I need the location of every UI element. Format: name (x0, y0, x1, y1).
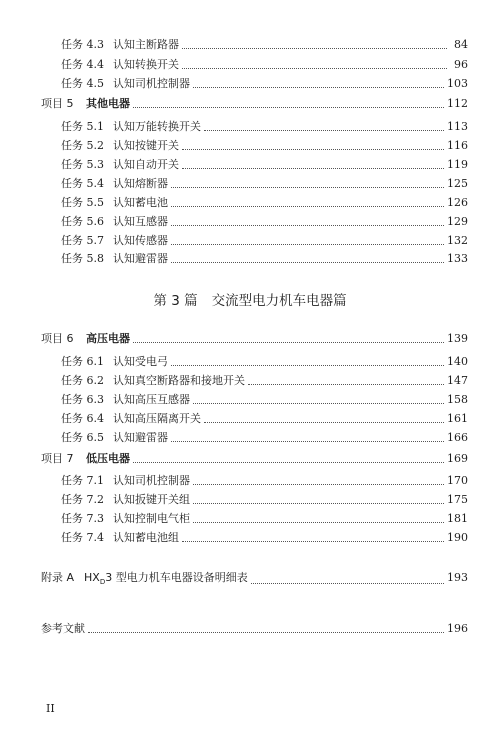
entry-number: 任务 6.1 (61, 355, 104, 368)
entry-number: 任务 5.1 (61, 120, 104, 133)
entry-number: 任务 5.5 (61, 196, 104, 209)
toc-entry-5-8[interactable] (0, 252, 500, 266)
toc-entry-appendix-a[interactable] (0, 571, 500, 589)
entry-number: 项目 6 (41, 332, 74, 345)
entry-number: 任务 7.3 (61, 512, 104, 525)
entry-page: 129 (447, 215, 468, 228)
toc-entry-references[interactable] (0, 622, 500, 636)
entry-title: 认知避雷器 (113, 252, 168, 265)
entry-page: 133 (447, 252, 468, 265)
dot-leader (171, 365, 444, 366)
dot-leader (182, 168, 444, 169)
toc-entry-project-7[interactable] (0, 452, 500, 466)
toc-entry-6-2[interactable] (0, 374, 500, 388)
page-folio: II (46, 702, 55, 715)
entry-page: 166 (447, 431, 468, 444)
entry-page: 119 (447, 158, 468, 171)
entry-number: 任务 5.3 (61, 158, 104, 171)
entry-page: 126 (447, 196, 468, 209)
entry-page: 132 (447, 234, 468, 247)
toc-entry-5-6[interactable] (0, 215, 500, 229)
entry-title: 认知避雷器 (113, 431, 168, 444)
entry-title: 认知万能转换开关 (113, 120, 201, 133)
entry-page: 170 (447, 474, 468, 487)
entry-title: 认知蓄电池 (113, 196, 168, 209)
toc-entry-project-6[interactable] (0, 332, 500, 346)
toc-entry-6-4[interactable] (0, 412, 500, 426)
entry-title: 认知传感器 (113, 234, 168, 247)
dot-leader (133, 462, 444, 463)
dot-leader (193, 403, 444, 404)
toc-entry-project-5[interactable] (0, 97, 500, 111)
entry-number: 任务 6.4 (61, 412, 104, 425)
entry-page: 84 (454, 38, 468, 51)
entry-title: 低压电器 (86, 452, 130, 465)
dot-leader (182, 541, 444, 542)
dot-leader (251, 583, 444, 584)
toc-entry-6-3[interactable] (0, 393, 500, 407)
entry-number: 任务 6.5 (61, 431, 104, 444)
dot-leader (204, 130, 444, 131)
entry-title (84, 571, 248, 589)
toc-entry-4-3[interactable] (0, 38, 500, 52)
entry-title: 认知受电弓 (113, 355, 168, 368)
entry-page: 116 (447, 139, 468, 152)
dot-leader (171, 244, 444, 245)
entry-title: 认知主断路器 (113, 38, 179, 51)
toc-entry-5-5[interactable] (0, 196, 500, 210)
entry-page: 193 (447, 571, 468, 584)
entry-number: 任务 5.8 (61, 252, 104, 265)
entry-number: 任务 6.2 (61, 374, 104, 387)
entry-title: 认知高压互感器 (113, 393, 190, 406)
toc-entry-6-1[interactable] (0, 355, 500, 369)
entry-title: 认知熔断器 (113, 177, 168, 190)
entry-number: 任务 5.2 (61, 139, 104, 152)
part-heading (0, 289, 500, 309)
entry-page: 96 (454, 58, 468, 71)
entry-page: 196 (447, 622, 468, 635)
entry-title: 认知转换开关 (113, 58, 179, 71)
entry-number: 任务 5.4 (61, 177, 104, 190)
entry-title: 参考文献 (41, 622, 85, 635)
appendix-title-subscript: D (99, 578, 106, 587)
entry-title: 认知司机控制器 (113, 474, 190, 487)
entry-page: 175 (447, 493, 468, 506)
dot-leader (171, 225, 444, 226)
entry-number: 附录 A (41, 571, 75, 584)
entry-number: 任务 4.5 (61, 77, 104, 90)
dot-leader (133, 342, 444, 343)
dot-leader (248, 384, 444, 385)
entry-title: 其他电器 (86, 97, 130, 110)
entry-page: 161 (447, 412, 468, 425)
entry-title: 认知蓄电池组 (113, 531, 179, 544)
dot-leader (182, 149, 444, 150)
entry-number: 任务 6.3 (61, 393, 104, 406)
entry-title: 认知自动开关 (113, 158, 179, 171)
entry-number: 任务 4.3 (61, 38, 104, 51)
entry-number: 任务 7.2 (61, 493, 104, 506)
toc-entry-5-3[interactable] (0, 158, 500, 172)
entry-title: 认知互感器 (113, 215, 168, 228)
dot-leader (193, 484, 444, 485)
dot-leader (171, 262, 444, 263)
dot-leader (182, 68, 447, 69)
entry-number: 任务 7.1 (61, 474, 104, 487)
toc-entry-5-4[interactable] (0, 177, 500, 191)
dot-leader (88, 632, 444, 633)
dot-leader (171, 206, 444, 207)
dot-leader (182, 48, 447, 49)
dot-leader (171, 441, 444, 442)
entry-page: 190 (447, 531, 468, 544)
dot-leader (193, 503, 444, 504)
entry-page: 103 (447, 77, 468, 90)
part-number: 第 3 篇 (153, 293, 198, 309)
toc-entry-6-5[interactable] (0, 431, 500, 445)
entry-page: 158 (447, 393, 468, 406)
entry-number: 任务 7.4 (61, 531, 104, 544)
entry-title: 认知控制电气柜 (113, 512, 190, 525)
entry-page: 181 (447, 512, 468, 525)
entry-title: 高压电器 (86, 332, 130, 345)
toc-entry-5-2[interactable] (0, 139, 500, 153)
entry-page: 169 (447, 452, 468, 465)
toc-entry-7-3[interactable] (0, 512, 500, 526)
dot-leader (204, 422, 444, 423)
entry-page: 147 (447, 374, 468, 387)
toc-entry-4-4[interactable] (0, 58, 500, 72)
entry-number: 项目 5 (41, 97, 74, 110)
entry-number: 任务 5.6 (61, 215, 104, 228)
entry-page: 112 (447, 97, 468, 110)
entry-page: 140 (447, 355, 468, 368)
entry-page: 139 (447, 332, 468, 345)
toc-entry-5-7[interactable] (0, 234, 500, 248)
entry-title: 认知扳键开关组 (113, 493, 190, 506)
entry-title: 认知司机控制器 (113, 77, 190, 90)
entry-page: 113 (447, 120, 468, 133)
dot-leader (193, 87, 444, 88)
entry-page: 125 (447, 177, 468, 190)
toc-entry-7-4[interactable] (0, 531, 500, 545)
dot-leader (193, 522, 444, 523)
appendix-title-prefix: HX (84, 571, 100, 584)
toc-entry-5-1[interactable] (0, 120, 500, 134)
entry-number: 任务 4.4 (61, 58, 104, 71)
entry-number: 项目 7 (41, 452, 74, 465)
entry-number: 任务 5.7 (61, 234, 104, 247)
appendix-title-suffix: 3 型电力机车电器设备明细表 (105, 571, 248, 584)
entry-title: 认知高压隔离开关 (113, 412, 201, 425)
part-title: 交流型电力机车电器篇 (211, 293, 347, 309)
toc-entry-4-5[interactable] (0, 77, 500, 91)
entry-title: 认知真空断路器和接地开关 (113, 374, 245, 387)
toc-entry-7-1[interactable] (0, 474, 500, 488)
dot-leader (133, 107, 444, 108)
toc-entry-7-2[interactable] (0, 493, 500, 507)
dot-leader (171, 187, 444, 188)
entry-title: 认知按键开关 (113, 139, 179, 152)
